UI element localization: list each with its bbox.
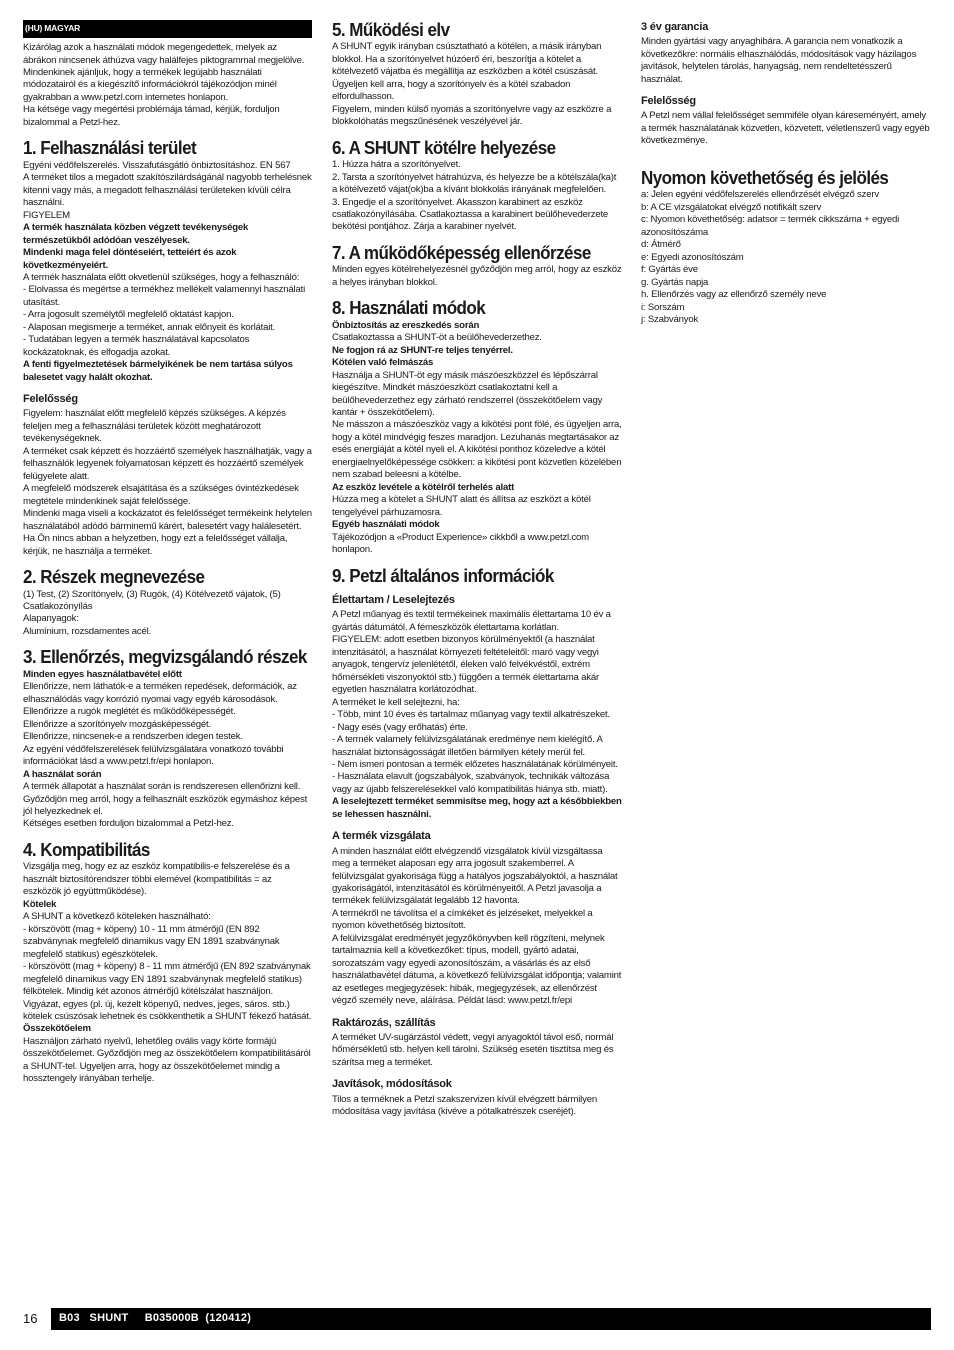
paragraph: Használjon zárható nyelvű, lehetőleg ovális vagy körte formájú összekötőelemet. Győződjön meg az összekötőelem kompatibilitásáról a SHUNT-tel. Ugyeljen arra, hogy az összekötőelemet mindig a hossztengely irányában terhelje. [23,1035,314,1085]
paragraph: Alapanyagok: [23,613,79,625]
paragraph: j: Szabványok [641,313,699,325]
paragraph: Kétséges esetben forduljon bizalommal a Petzl-hez. [23,818,234,830]
paragraph: - körszövött (mag + köpeny) 8 - 11 mm átmérőjű (EN 892 szabványnak megfelelő dinamikus vagy EN 1891 szabványnak megfelelő statikus) félkötelek. Mindig két azonos átmérőjű kötélszálat használjon. [23,961,314,998]
paragraph: A Petzl műanyag és textil termékeinek maximális élettartama 10 év a gyártás dátumától. A fémeszközök élettartama korlátlan. [332,609,614,633]
bold-text: Ne fogjon rá az SHUNT-re teljes tenyérrel. [332,344,513,356]
bold-text: Kötélen való felmászás [332,357,434,369]
paragraph: A minden használat előtt elvégzendő vizsgálatok kívül vizsgáltassa meg a terméket alaposan egy arra jogosult szakemberrel. A felülvizsgálat gyakorisága függ a hatályos jogszabályoktól, a használat gyakoriságától, intenzitásától és körülményeitől. A Petzl javasolja a termékek felülvizsgálatát legalább 12 havonta. [332,845,620,907]
paragraph: Figyelem: használat előtt megfelelő képzés szükséges. A képzés feleljen meg a felhasználási területek között meghatározott tevékenységeknek. [23,408,289,445]
bold-text: Az eszköz levétele a kötélről terhelés alatt [332,481,515,493]
paragraph: e: Egyedi azonosítószám [641,251,744,263]
paragraph: A termékről ne távolítsa el a címkéket és jelzéseket, melyekkel a nyomon követhetőség biztosított. [332,907,596,932]
paragraph: A megfelelő módszerek elsajátítása és a szükséges óvintézkedések megtétele mindenkinek saját felelőssége. [23,483,302,507]
bold-text: Önbiztosítás az ereszkedés során [332,319,480,331]
paragraph: d: Átmérő [641,239,681,251]
paragraph: 1. Húzza hátra a szorítónyelvet. [332,159,461,171]
bold-text: Összekötőelem [23,1023,91,1035]
section-heading: 1. Felhasználási terület [23,137,197,159]
paragraph: - Arra jogosult személytől megfelelő oktatást kapjon. [23,309,234,321]
paragraph: Minden gyártási vagy anyaghibára. A garancia nem vonatkozik a következőkre: normális elhasználódás, módosítások vagy házilagos javítások, helytelen tárolás, hanyagság, nem rendeltetésszerű használat. [641,36,919,85]
paragraph: A termék használata előtt okvetlenül szükséges, hogy a felhasználó: [23,271,300,283]
paragraph: Húzza meg a kötelet a SHUNT alatt és állítsa az eszközt a kötél tengelyével párhuzamosra. [332,494,594,518]
paragraph: - Elolvassa és megértse a termékhez mellékelt valamennyi használati utasítást. [23,284,308,308]
paragraph: (1) Test, (2) Szorítónyelv, (3) Rugók, (4) Kötélvezető vájatok, (5) Csatlakozónyílás [23,588,284,612]
paragraph: Az egyéni védőfelszerelések felülvizsgálatára vonatkozó további információkat lásd a www.petzl.fr/epi honlapon. [23,743,286,768]
paragraph: Minden egyes kötélrehelyezésnél győződjön meg arról, hogy az eszköz a helyes irányban blokkol. [332,264,624,288]
paragraph: 3. Engedje el a szorítónyelvet. Akasszon karabinert az eszköz csatlakozónyílásába. Csatlakoztassa a karabinert beülőhevederzete bekötési pontjához. Zárja a karabiner nyelvét. [332,196,611,233]
paragraph: A felülvizsgálat eredményét jegyzőkönyvben kell rögzíteni, melynek tartalmaznia kell a következőket: típus, modell, gyártó adatai, sorozatszám vagy egyedi azonosítószám, a vásárlás és az első használatbavétel dátuma, a következő felülvizsgálat időpontja; valamint az esetleges megjegyzések: hibák, megjegyzések, az ellenőrzést végző személy neve, aláírása. Példát lásd: www.petzl.fr/epi [332,932,624,1007]
paragraph: FIGYELEM [23,209,70,221]
document-page [23,20,931,1300]
section-heading: 4. Kompatibilitás [23,838,150,860]
paragraph: - Több, mint 10 éves és tartalmaz műanyag vagy textil alkatrészeket. [332,709,610,721]
bold-text: A leselejtezett terméket semmisítse meg, hogy azt a későbbiekben se lehessen használni. [332,796,625,820]
paragraph: a: Jelen egyéni védőfelszerelés ellenőrzését elvégző szerv [641,189,879,201]
paragraph: FIGYELEM: adott esetben bizonyos körülményektől (a használat intenzitásától, a használat környezeti feltételeitől: maró vagy vegyi anyagok, tengervíz jelenlététől, éleken való felvékvéstől, extrém hőmérsékleti viszonyoktól stb.) függően a termék élettartama akár egyetlen használatra korlátozódhat. [332,634,602,696]
paragraph: Ellenőrizze, nincsenek-e a rendszerben idegen testek. [23,731,243,743]
section-heading: 2. Részek megnevezése [23,566,205,588]
paragraph: - Nem ismeri pontosan a termék előzetes használatának körülményeit. [332,758,618,770]
section-heading: Nyomon követhetőség és jelölés [641,166,889,188]
paragraph: Figyelem, minden külső nyomás a szorítónyelvre vagy az eszközre a blokkolóhatás megszűnésének veszélyével jár. [332,103,614,128]
section-heading: 7. A működőképesség ellenőrzése [332,241,591,263]
paragraph: - Nagy esés (vagy erőhatás) érte. [332,721,468,733]
paragraph: f: Gyártás éve [641,264,698,276]
paragraph: Vizsgálja meg, hogy ez az eszköz kompatibilis-e felszerelése és a használt biztosítórendszer többi elemével (kompatibilitás = az eszközök jó együttműködése). [23,861,293,898]
page-number: 16 [23,1311,38,1326]
paragraph: A SHUNT egyik irányban csúsztatható a kötélen, a másik irányban blokkol. Ha a szorítónyelvet húzóerő éri, beszorítja a kötelet a kötélvezető vájatba és megállítja az eszközben a kötél csúszását. Ügyeljen kell arra, hogy a szorítónyelv és a kötél szabadon elfordulhasson. [332,41,604,103]
subsection-heading: Élettartam / Leselejtezés [332,594,455,607]
paragraph: - Alaposan megismerje a terméket, annak előnyeit és korlátait. [23,321,276,333]
paragraph: Vigyázat, egyes (pl. új, kezelt köpenyű, nedves, jeges, sáros. stb.) kötelek csúszósak lehetnek és csökkenthetik a SHUNT fékező hatását. [23,998,312,1022]
subsection-heading: Javítások, módosítások [332,1078,452,1091]
paragraph: c: Nyomon követhetőség: adatsor = termék cikkszáma + egyedi azonosítószáma [641,214,902,238]
paragraph: i: Sorszám [641,301,685,313]
column-3-content [641,20,931,326]
language-label: (HU) MAGYAR [23,20,312,38]
paragraph: Használja a SHUNT-öt egy másik mászóeszközzel és lépőszárral kiegészítve. Mindkét mászóeszközt csatlakoztatni kell a beülőhevederzethez egy zárható rendszerrel (összekötőelem vagy kantár + összekötőelem). [332,369,605,418]
bold-text: A használat során [23,768,102,780]
paragraph: A termék állapotát a használat során is rendszeresen ellenőrizni kell. Győződjön meg arról, hogy a felhasznált eszközök egymáshoz képest jól helyezkednek el. [23,781,310,817]
bold-text: A termék használata közben végzett tevékenységek természetükből adódóan veszélyesek. [23,222,251,246]
section-heading: 9. Petzl általános információk [332,564,554,586]
section-heading: 5. Működési elv [332,19,450,40]
paragraph: Egyéni védőfelszerelés. Visszafutásgátló önbiztosításhoz. EN 567 [23,159,291,171]
paragraph: A terméket UV-sugárzástól védett, vegyi anyagoktól távol eső, normál hőmérsékletű stb. helyen kell tárolni. Szükség esetén tisztítsa meg és szárítsa meg a terméket. [332,1032,616,1068]
column-3 [641,20,931,326]
column-1-content [23,42,315,1086]
paragraph: Ellenőrizze a szorítónyelv mozgásképességét. [23,718,211,730]
paragraph: Tilos a terméknek a Petzl szakszervizen kívül elvégzett bármilyen módosítása vagy javítása (kivéve a pótalkatrészek cseréjét). [332,1093,600,1118]
bold-text: Mindenki maga felel döntéseiért, tetteiért és azok következményeiért. [23,247,239,271]
footer-product-bar: B03 SHUNT B035000B (120412) [51,1308,931,1330]
paragraph: - Tudatában legyen a termék használatával kapcsolatos kockázatoknak, és elfogadja azokat. [23,334,252,358]
paragraph: A terméket le kell selejtezni, ha: [332,696,460,708]
paragraph: Tájékozódjon a «Product Experience» cikkből a www.petzl.com honlapon. [332,531,592,556]
paragraph: Csatlakoztassa a SHUNT-öt a beülőhevederzethez. [332,332,542,344]
paragraph: h. Ellenőrzés vagy az ellenőrző személy neve [641,289,827,301]
subsection-heading: 3 év garancia [641,21,709,33]
paragraph: Ellenőrizze, nem láthatók-e a terméken repedések, deformációk, az elhasználódás vagy korrózió nyomai vagy egyéb károsodások. [23,681,300,705]
section-heading: 3. Ellenőrzés, megvizsgálandó részek [23,646,307,668]
paragraph: - Használata elavult (jogszabályok, szabványok, technikák változása vagy az újabb felszerelésekkel való kompatibilitás hiánya stb. miatt). [332,771,612,795]
paragraph: - körszövött (mag + köpeny) 10 - 11 mm átmérőjű (EN 892 szabványnak megfelelő dinamikus vagy EN 1891 szabványnak megfelelő statikus) egészkötelek. [23,923,282,960]
section-heading: 6. A SHUNT kötélre helyezése [332,136,556,158]
paragraph: Ne másszon a mászóeszköz vagy a kikötési pont fölé, és ügyeljen arra, hogy a kötél mindvégig feszes maradjon. Lezuhanás megtartásakor az esés energiáját a kötél nyeli el. A kikötési ponthoz közeledve a kötél energiaelnyelőképessége csökken: a kikötési pont közvetlen közelében nem szabad beleesni a kötélbe. [332,419,625,481]
bold-text: Kötelek [23,898,57,910]
paragraph: g. Gyártás napja [641,276,709,288]
paragraph: 2. Tarsta a szorítónyelvet hátrahúzva, és helyezze be a kötélszála(ka)t a kötélvezető vájat(ok)ba a kívánt blokkolás irányának megfelelően. [332,171,619,196]
paragraph: - A termék valamely felülvizsgálatának eredménye nem kielégítő. A használat biztonságosságát illetően bármilyen kétely merül fel. [332,734,605,758]
paragraph: Kizárólag azok a használati módok megengedettek, melyek az ábrákon nincsenek áthúzva vagy halálfejes piktogrammal megjelölve. Mindenkinek ajánljuk, hogy a termékek legújabb használati módozatairól és a kiegészítő információkról tájékozódjon minél gyakrabban a www.petzl.com internetes honlapon. [23,42,307,103]
bold-text: A fenti figyelmeztetések bármelyikének be nem tartása súlyos balesetet vagy halált okozhat. [23,359,296,383]
paragraph: A Petzl nem vállal felelősséget semmiféle olyan káreseményért, amely a termék használatának közvetlen, közvetett, véletlenszerű vagy egyéb következménye. [641,110,933,147]
column-1 [23,20,315,1086]
paragraph: Mindenki maga viseli a kockázatot és felelősséget termékeink helytelen használatából adódó bárminemű kárért, balesetért vagy halálesetért. Ha Ön nincs abban a helyzetben, hogy ezt a felelősséget vállalja, kérjük, ne használja a terméket. [23,508,315,557]
subsection-heading: Raktározás, szállítás [332,1016,436,1029]
paragraph: A terméket tilos a megadott szakítószilárdságánál nagyobb terhelésnek kitenni vagy más, a megadott felhasználási területeken kívüli célra használni. [23,172,315,209]
paragraph: Ha kétsége vagy megértési problémája támad, kérjük, forduljon bizalommal a Petzl-hez. [23,104,283,128]
paragraph: A terméket csak képzett és hozzáértő személyek használhatják, vagy a felhasználók legyenek folyamatosan képzett és hozzáértő személyek felügyelete alatt. [23,445,315,482]
section-heading: 8. Használati módok [332,297,486,319]
column-2-content [332,19,625,1119]
column-2 [332,19,625,1119]
bold-text: Minden egyes használatbavétel előtt [23,668,182,680]
subsection-heading: Felelősség [23,393,78,406]
paragraph: Alumínium, rozsdamentes acél. [23,625,152,637]
page-footer [23,1308,931,1330]
paragraph: b: A CE vizsgálatokat elvégző notifikált szerv [641,201,822,213]
paragraph: Ellenőrizze a rugók meglétét és működőképességét. [23,706,236,718]
bold-text: Egyéb használati módok [332,519,440,531]
subsection-heading: Felelősség [641,95,696,108]
subsection-heading: A termék vizsgálata [332,830,431,843]
paragraph: A SHUNT a következő köteleken használható: [23,911,211,923]
